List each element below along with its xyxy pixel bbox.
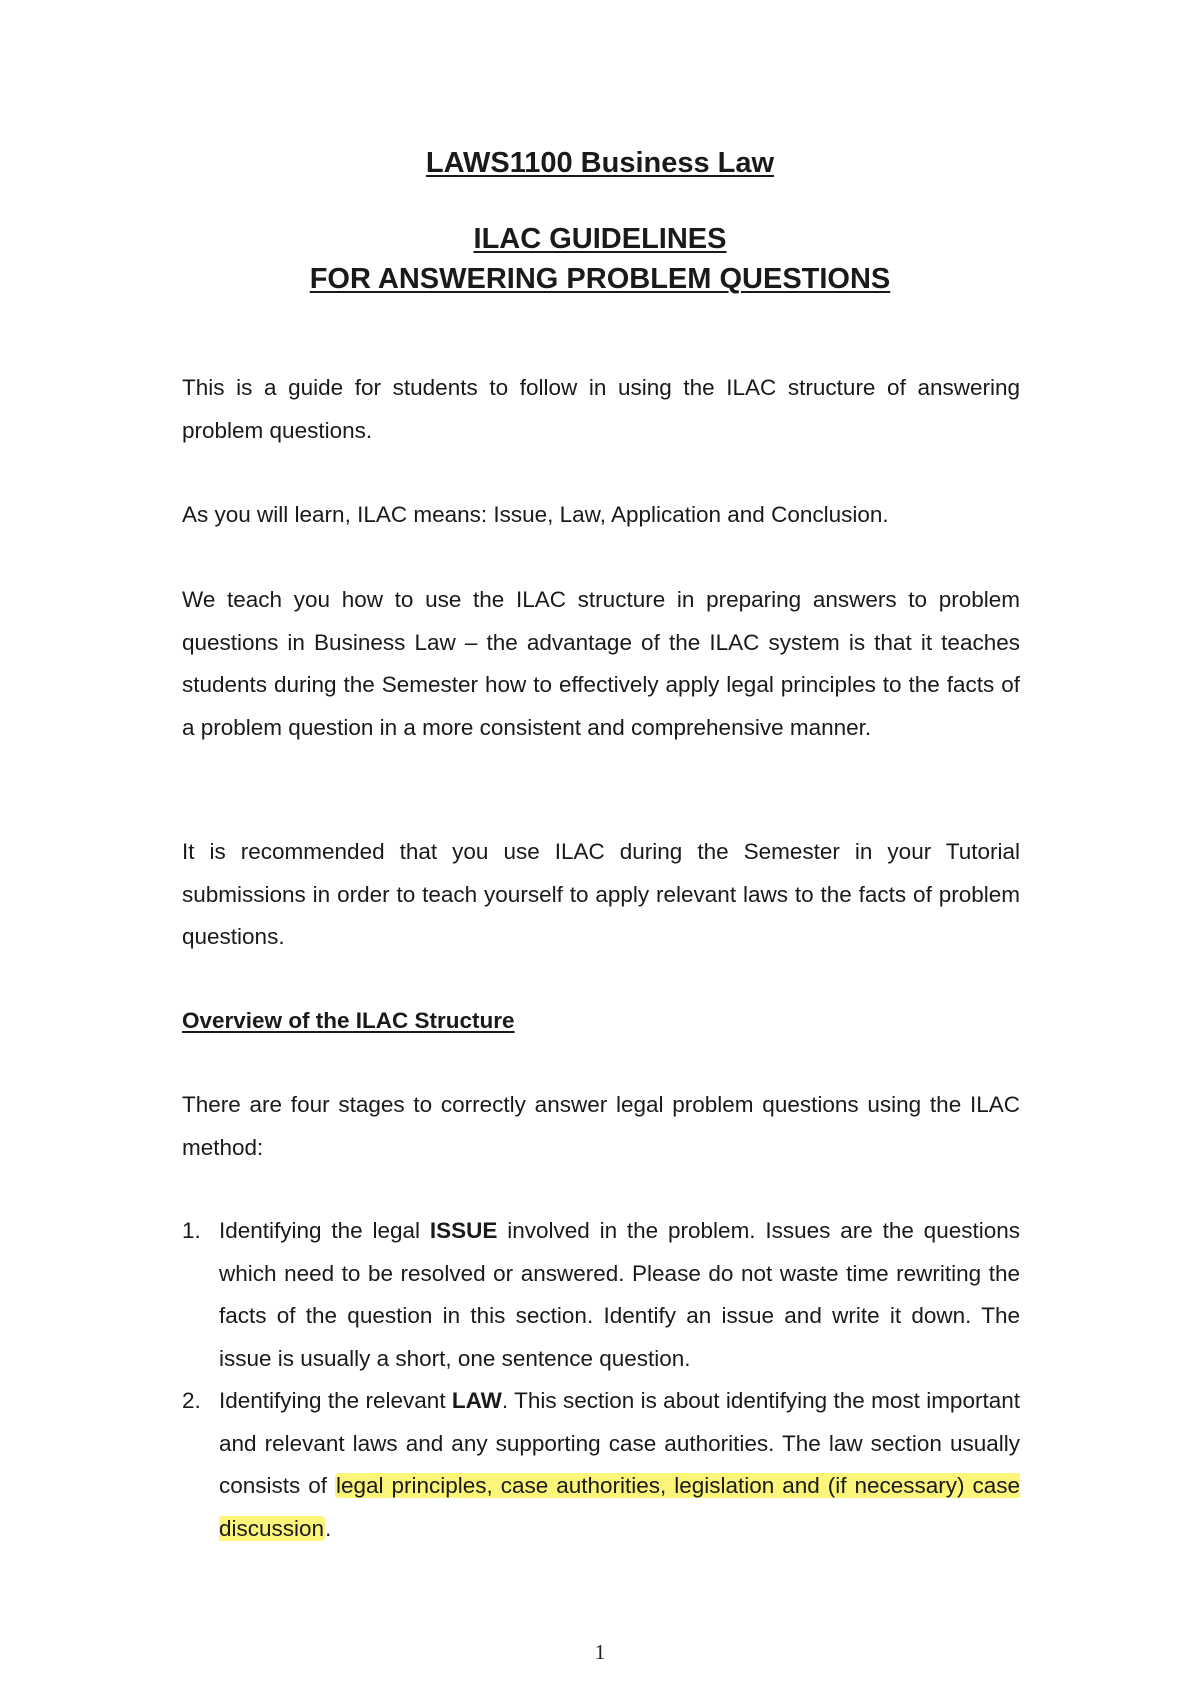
list-item-text: Identifying the relevant — [219, 1388, 452, 1413]
list-item-keyword: LAW — [451, 1388, 502, 1413]
list-item-keyword: ISSUE — [429, 1218, 498, 1243]
list-item — [182, 1210, 1020, 1380]
guide-title-line-1: ILAC GUIDELINES — [473, 223, 727, 255]
page-number: 1 — [594, 1640, 606, 1664]
ilac-advantage-paragraph: We teach you how to use the ILAC structure in preparing answers to problem questions in Business Law – the advantage of the ILAC system is that it teaches students during the Semester how to effectively apply legal principles to the facts of a problem question in a more consistent and comprehensive manner. — [182, 587, 1020, 740]
list-item-number: 2. — [182, 1388, 201, 1413]
list-item-text: involved in the problem. Issues are the questions which need to be resolved or answered. Please do not waste time rewriting the facts of the question in this section. Identify an issue and write it down. The issue is usually a short, one sentence question. — [219, 1218, 1020, 1371]
ilac-definition-paragraph: As you will learn, ILAC means: Issue, Law, Application and Conclusion. — [182, 502, 889, 527]
list-item-text: Identifying the legal — [219, 1218, 430, 1243]
highlighted-text: legal principles, case authorities, legislation and (if necessary) case discussion — [219, 1473, 1020, 1541]
list-item-text: . This section is about identifying the most important and relevant laws and any supporting case authorities. The law section usually consists of — [219, 1388, 1020, 1498]
overview-intro-paragraph: There are four stages to correctly answer legal problem questions using the ILAC method: — [182, 1092, 1020, 1160]
guide-title-line-2: FOR ANSWERING PROBLEM QUESTIONS — [309, 263, 891, 295]
course-title: LAWS1100 Business Law — [425, 147, 775, 179]
guide-title — [0, 219, 1200, 299]
list-item-number: 1. — [182, 1218, 201, 1243]
recommendation-paragraph: It is recommended that you use ILAC during the Semester in your Tutorial submissions in order to teach yourself to apply relevant laws to the facts of problem questions. — [182, 839, 1020, 949]
overview-heading: Overview of the ILAC Structure — [182, 1008, 515, 1033]
ilac-stages-list — [182, 1210, 1020, 1550]
list-item — [182, 1380, 1020, 1550]
intro-paragraph: This is a guide for students to follow in using the ILAC structure of answering problem questions. — [182, 375, 1020, 443]
list-item-text: . — [325, 1515, 332, 1541]
